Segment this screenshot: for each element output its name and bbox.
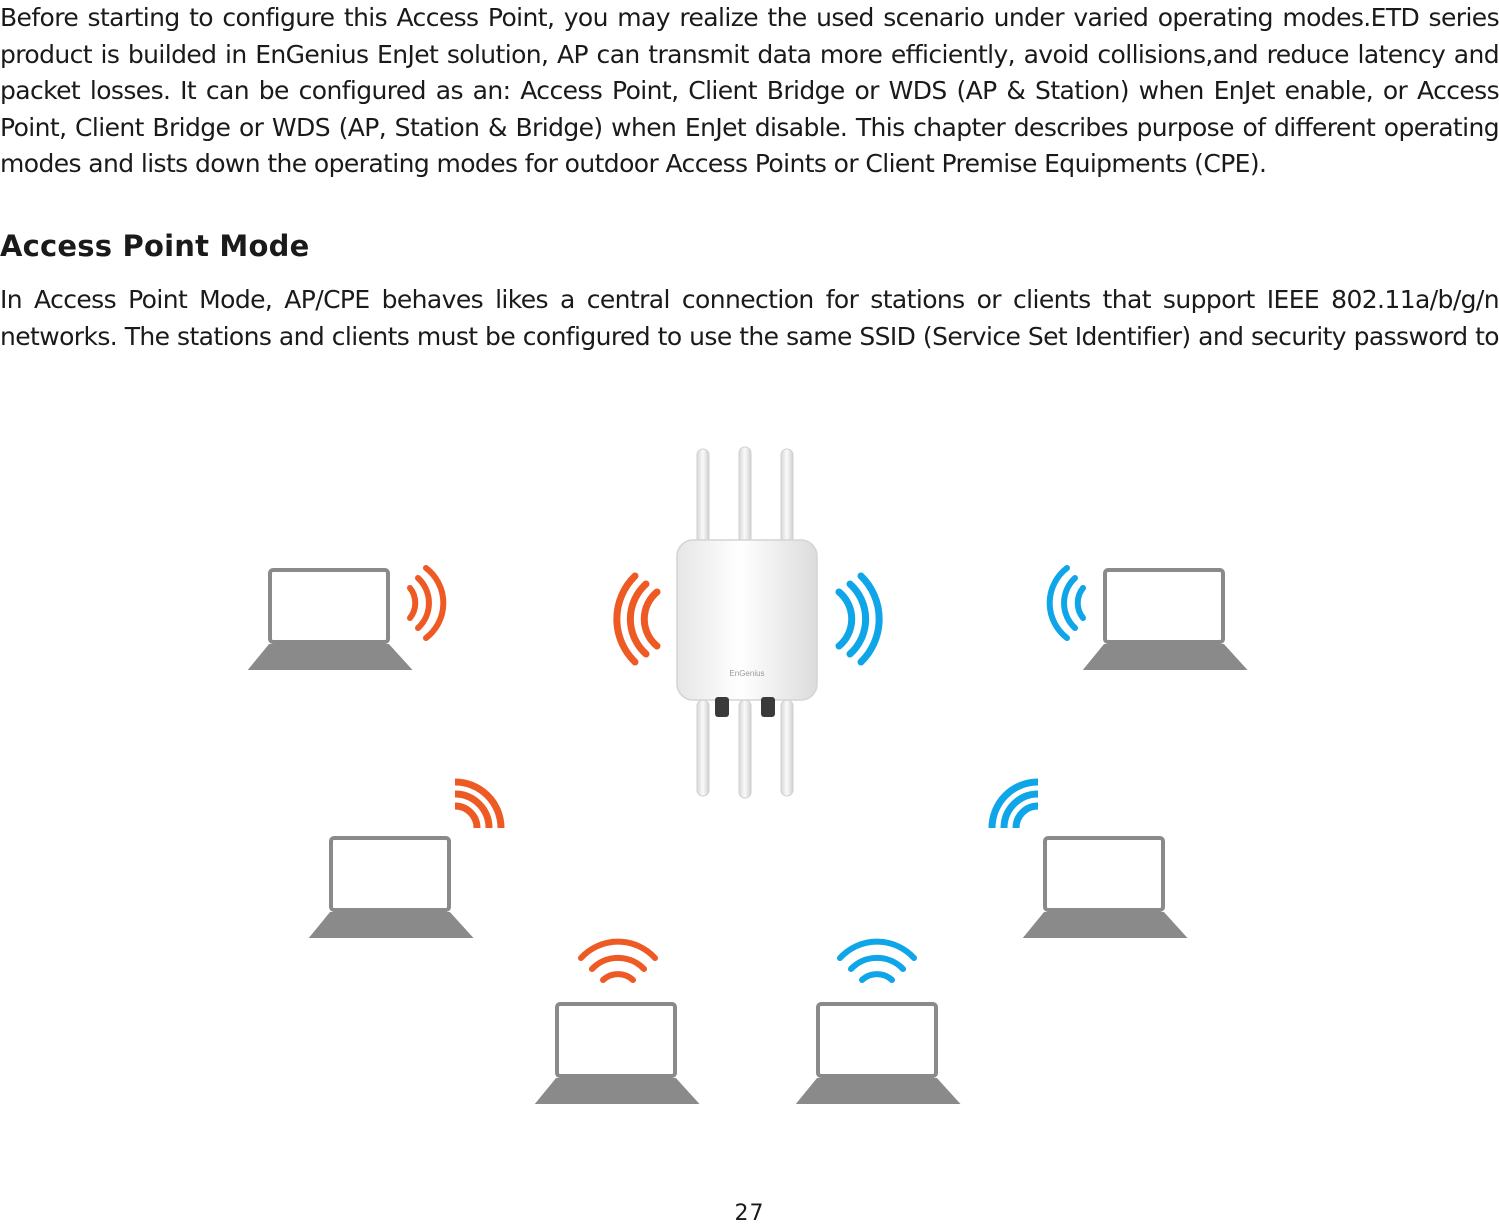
wifi-signal-icon: [617, 576, 657, 662]
wifi-signal-icon: [1050, 568, 1083, 638]
wifi-signal-icon: [581, 942, 655, 980]
laptop-icon: [539, 1004, 695, 1102]
laptop-icon: [1027, 838, 1183, 936]
wifi-signal-icon: [992, 782, 1038, 828]
access-point-icon: [677, 447, 817, 798]
laptop-icon: [313, 838, 469, 936]
section-heading: Access Point Mode: [0, 229, 310, 263]
wifi-signal-icon: [839, 576, 879, 662]
device-brand-label: EnGenius: [729, 669, 765, 678]
wifi-signal-icon: [410, 568, 443, 638]
laptop-icon: [252, 570, 408, 668]
access-point-mode-diagram: [0, 430, 1499, 1120]
page-number: 27: [734, 1201, 765, 1226]
laptop-icon: [1087, 570, 1243, 668]
wifi-signal-icon: [455, 782, 501, 828]
wifi-signal-icon: [840, 942, 914, 980]
intro-paragraph: Before starting to configure this Access Point, you may realize the used scenario under varied operating modes.ETD series product is builded in EnGenius EnJet solution, AP can transmit data more efficiently, avoid collisions,and reduce latency and packet losses. It can be configured as an: Access Point, Client Bridge or WDS (AP & Station) when EnJet enable, or Access Point, Client Bridge or WDS (AP, Station & Bridge) when EnJet disable. This chapter describes purpose of different operating modes and lists down the operating modes for outdoor Access Points or Client Premise Equipments (CPE).: [0, 3, 1499, 178]
laptop-icon: [800, 1004, 956, 1102]
section-paragraph: In Access Point Mode, AP/CPE behaves likes a central connection for stations or clients that support IEEE 802.11a/b/g/n networks. The stations and clients must be configured to use the same SSID (Service Set Identifier) and security password to: [0, 285, 1499, 351]
